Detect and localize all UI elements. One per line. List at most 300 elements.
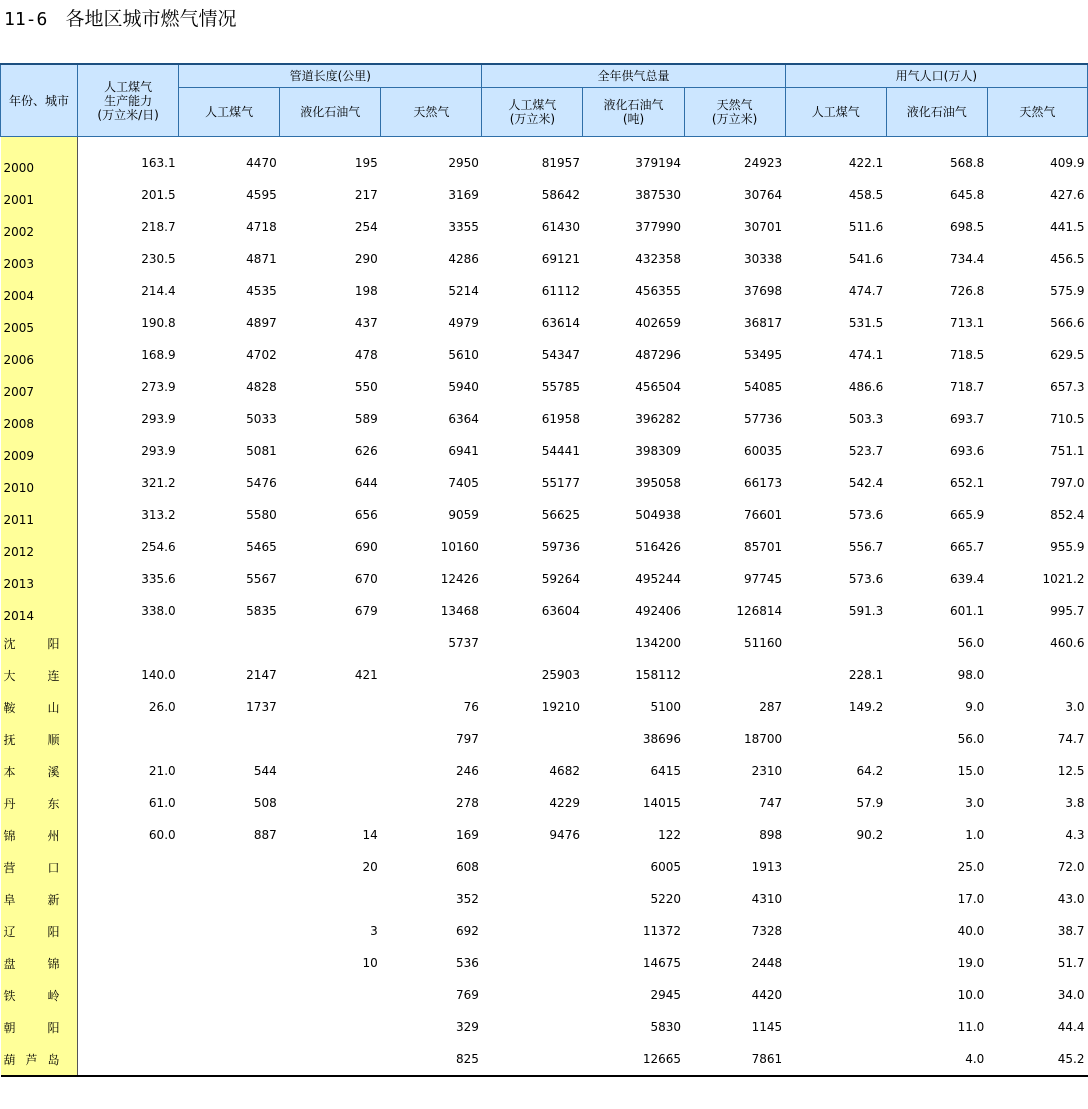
table-cell: 544 [253, 764, 277, 778]
year-label: 2004 [1, 275, 78, 307]
table-cell: 5081 [246, 444, 277, 458]
year-label: 2014 [1, 595, 78, 627]
table-cell: 19210 [541, 700, 580, 714]
year-label: 2010 [1, 467, 78, 499]
table-cell: 395058 [635, 476, 682, 490]
table-cell: 74.7 [1057, 732, 1085, 746]
city-name: 抚 顺 [3, 732, 60, 747]
supply-col-header: 人工煤气 (万立米) [482, 88, 583, 137]
table-cell: 63604 [541, 604, 580, 618]
table-cell: 458.5 [848, 188, 884, 202]
table-cell: 56625 [541, 508, 580, 522]
table-row [1, 915, 1088, 947]
table-row [1, 499, 1088, 531]
table-cell: 53495 [743, 348, 783, 362]
table-cell [482, 1011, 583, 1043]
table-cell: 4420 [751, 988, 783, 1002]
table-cell: 59264 [541, 572, 580, 586]
table-cell: 422.1 [848, 156, 884, 170]
table-cell: 591.3 [848, 604, 884, 618]
city-name: 鞍 山 [3, 700, 60, 715]
population-group-header: 用气人口(万人) [785, 64, 1087, 88]
table-cell: 9476 [549, 828, 580, 842]
table-cell: 38696 [642, 732, 682, 746]
table-cell: 541.6 [848, 252, 884, 266]
table-cell: 629.5 [1050, 348, 1085, 362]
table-cell: 329 [455, 1020, 479, 1034]
city-label [1, 627, 78, 659]
table-cell: 126814 [736, 604, 783, 618]
table-cell: 5100 [650, 700, 682, 714]
table-cell [684, 659, 785, 691]
table-cell: 726.8 [949, 284, 985, 298]
table-cell: 12665 [583, 1043, 684, 1076]
table-cell: 645.8 [949, 188, 985, 202]
table-cell [179, 1043, 280, 1076]
year-label: 2009 [1, 435, 78, 467]
table-cell: 30338 [743, 252, 783, 266]
table-cell: 54441 [541, 444, 580, 458]
table-cell: 1145 [751, 1020, 783, 1034]
table-cell [78, 723, 179, 755]
table-row [1, 243, 1088, 275]
table-cell: 14675 [642, 956, 682, 970]
city-name: 盘 锦 [3, 956, 60, 971]
table-cell: 5610 [448, 348, 479, 362]
table-cell: 573.6 [848, 508, 884, 522]
table-cell: 4979 [448, 316, 479, 330]
table-cell [78, 947, 179, 979]
table-cell [785, 723, 886, 755]
table-cell: 3 [370, 924, 378, 938]
table-cell: 81957 [541, 156, 580, 170]
table-cell: 4871 [246, 252, 277, 266]
table-cell: 402659 [635, 316, 682, 330]
table-cell [280, 627, 381, 659]
table-cell: 437 [354, 316, 378, 330]
table-cell: 140.0 [141, 668, 176, 682]
table-cell: 718.7 [949, 380, 985, 394]
table-cell: 1737 [246, 700, 277, 714]
table-cell: 25.0 [957, 860, 985, 874]
city-label [1, 979, 78, 1011]
table-cell [280, 723, 381, 755]
table-cell: 5220 [650, 892, 682, 906]
table-cell: 290 [354, 252, 378, 266]
table-cell: 6415 [650, 764, 682, 778]
table-cell: 2310 [751, 764, 783, 778]
table-cell: 90.2 [856, 828, 884, 842]
table-cell: 2147 [246, 668, 277, 682]
table-cell: 18700 [743, 732, 783, 746]
table-row [1, 467, 1088, 499]
table-cell [987, 659, 1087, 691]
table-cell: 9.0 [965, 700, 985, 714]
table-cell: 6941 [448, 444, 479, 458]
table-cell: 516426 [635, 540, 682, 554]
city-name: 大 连 [3, 668, 60, 683]
table-cell: 492406 [635, 604, 682, 618]
table-cell [482, 979, 583, 1011]
table-cell [179, 979, 280, 1011]
table-row [1, 179, 1088, 211]
table-header [1, 64, 1088, 137]
table-cell: 427.6 [1050, 188, 1085, 202]
table-cell: 5737 [448, 636, 479, 650]
table-row [1, 137, 1088, 180]
table-cell: 503.3 [848, 412, 884, 426]
table-cell: 556.7 [848, 540, 884, 554]
table-cell: 825 [381, 1043, 482, 1076]
table-cell: 536 [455, 956, 479, 970]
table-cell: 4702 [246, 348, 277, 362]
table-cell: 56.0 [957, 636, 985, 650]
table-cell: 751.1 [1050, 444, 1085, 458]
table-cell: 169 [455, 828, 479, 842]
table-cell: 474.7 [848, 284, 884, 298]
table-cell: 190.8 [141, 316, 176, 330]
table-cell: 338.0 [141, 604, 176, 618]
table-cell: 246 [455, 764, 479, 778]
table-cell: 693.6 [949, 444, 985, 458]
table-cell: 54085 [743, 380, 783, 394]
table-cell: 710.5 [1050, 412, 1085, 426]
table-cell: 3.8 [1065, 796, 1085, 810]
table-cell: 4897 [246, 316, 277, 330]
table-cell: 7861 [684, 1043, 785, 1076]
table-cell: 38.7 [1057, 924, 1085, 938]
table-cell: 734.4 [949, 252, 985, 266]
city-name: 沈 阳 [3, 636, 60, 651]
table-cell: 195 [354, 156, 378, 170]
table-cell: 254.6 [141, 540, 176, 554]
table-cell: 17.0 [957, 892, 985, 906]
table-row [1, 435, 1088, 467]
table-cell: 5940 [448, 380, 479, 394]
table-cell: 122 [658, 828, 682, 842]
table-row [1, 339, 1088, 371]
table-cell [785, 915, 886, 947]
city-name: 丹 东 [3, 796, 60, 811]
city-name: 营 口 [3, 860, 60, 875]
table-cell: 670 [354, 572, 378, 586]
table-cell: 134200 [635, 636, 682, 650]
table-cell: 273.9 [141, 380, 176, 394]
table-row [1, 819, 1088, 851]
table-row [1, 403, 1088, 435]
table-cell [785, 1043, 886, 1076]
table-cell: 523.7 [848, 444, 884, 458]
table-cell [785, 979, 886, 1011]
table-row [1, 851, 1088, 883]
table-cell: 163.1 [141, 156, 176, 170]
table-cell: 321.2 [141, 476, 176, 490]
table-cell: 61112 [541, 284, 580, 298]
city-name: 葫 芦 岛 [3, 1052, 60, 1067]
table-cell [785, 947, 886, 979]
table-cell: 26.0 [148, 700, 176, 714]
table-cell [482, 915, 583, 947]
table-cell: 64.2 [856, 764, 884, 778]
table-cell [179, 1011, 280, 1043]
table-cell: 6005 [650, 860, 682, 874]
table-cell: 21.0 [148, 764, 176, 778]
table-cell [381, 659, 482, 691]
table-cell [785, 851, 886, 883]
table-cell: 504938 [635, 508, 682, 522]
table-cell: 4229 [549, 796, 580, 810]
table-cell: 76601 [743, 508, 783, 522]
year-label: 2011 [1, 499, 78, 531]
table-cell: 396282 [635, 412, 682, 426]
table-cell: 3355 [448, 220, 479, 234]
table-cell: 9059 [448, 508, 479, 522]
table-cell: 398309 [635, 444, 682, 458]
pipeline-group-header: 管道长度(公里) [179, 64, 482, 88]
table-cell [482, 851, 583, 883]
table-cell: 12426 [440, 572, 479, 586]
table-cell: 51.7 [1057, 956, 1085, 970]
table-cell: 4.3 [1065, 828, 1085, 842]
table-cell: 217 [354, 188, 378, 202]
city-label [1, 819, 78, 851]
table-cell: 56.0 [957, 732, 985, 746]
table-row [1, 883, 1088, 915]
table-cell: 254 [354, 220, 378, 234]
table-cell: 4470 [246, 156, 277, 170]
table-cell [482, 723, 583, 755]
city-name: 阜 新 [3, 892, 60, 907]
table-cell: 698.5 [949, 220, 985, 234]
table-cell [482, 1043, 583, 1076]
table-cell: 198 [354, 284, 378, 298]
table-cell: 14 [362, 828, 378, 842]
table-cell: 487296 [635, 348, 682, 362]
table-cell: 377990 [635, 220, 682, 234]
table-cell: 4682 [549, 764, 580, 778]
table-cell: 747 [759, 796, 783, 810]
table-cell [78, 883, 179, 915]
table-cell: 797 [455, 732, 479, 746]
table-row [1, 275, 1088, 307]
table-row [1, 1011, 1088, 1043]
table-cell [280, 755, 381, 787]
table-cell: 335.6 [141, 572, 176, 586]
table-row [1, 723, 1088, 755]
city-name: 本 溪 [3, 764, 60, 779]
table-cell [280, 1043, 381, 1076]
table-cell: 657.3 [1050, 380, 1085, 394]
city-label [1, 1043, 78, 1076]
table-cell: 4535 [246, 284, 277, 298]
table-cell: 5835 [246, 604, 277, 618]
table-cell: 40.0 [957, 924, 985, 938]
table-cell [482, 947, 583, 979]
table-cell: 25903 [541, 668, 580, 682]
table-cell: 7405 [448, 476, 479, 490]
table-cell: 1.0 [965, 828, 985, 842]
table-cell: 508 [253, 796, 277, 810]
table-cell [78, 979, 179, 1011]
table-cell: 511.6 [848, 220, 884, 234]
city-label [1, 915, 78, 947]
city-label [1, 659, 78, 691]
table-cell: 36817 [743, 316, 783, 330]
supply-group-header: 全年供气总量 [482, 64, 785, 88]
table-cell: 4.0 [886, 1043, 987, 1076]
year-label: 2000 [1, 137, 78, 180]
year-label: 2007 [1, 371, 78, 403]
year-label: 2006 [1, 339, 78, 371]
table-cell: 887 [253, 828, 277, 842]
table-cell: 98.0 [957, 668, 985, 682]
city-name: 朝 阳 [3, 1020, 60, 1035]
gas-statistics-table [0, 63, 1088, 1077]
table-cell: 4718 [246, 220, 277, 234]
table-cell: 3.0 [965, 796, 985, 810]
table-cell: 379194 [635, 156, 682, 170]
table-cell: 61958 [541, 412, 580, 426]
year-label: 2002 [1, 211, 78, 243]
table-cell: 85701 [743, 540, 783, 554]
table-row [1, 211, 1088, 243]
table-cell: 4286 [448, 252, 479, 266]
table-cell: 1021.2 [1042, 572, 1085, 586]
table-cell: 97745 [743, 572, 783, 586]
city-label [1, 851, 78, 883]
capacity-header: 人工煤气 生产能力 (万立米/日) [78, 64, 179, 137]
city-label [1, 691, 78, 723]
table-cell: 644 [354, 476, 378, 490]
year-label: 2001 [1, 179, 78, 211]
table-row [1, 307, 1088, 339]
table-cell: 474.1 [848, 348, 884, 362]
table-cell: 5465 [246, 540, 277, 554]
table-cell: 352 [455, 892, 479, 906]
table-cell: 5033 [246, 412, 277, 426]
table-cell: 573.6 [848, 572, 884, 586]
table-cell: 313.2 [141, 508, 176, 522]
table-cell: 55785 [541, 380, 580, 394]
table-cell: 3169 [448, 188, 479, 202]
table-cell: 54347 [541, 348, 580, 362]
table-cell: 278 [455, 796, 479, 810]
table-cell: 4828 [246, 380, 277, 394]
table-cell: 665.7 [949, 540, 985, 554]
table-cell: 656 [354, 508, 378, 522]
table-cell: 2950 [448, 156, 479, 170]
table-cell: 460.6 [1050, 636, 1085, 650]
table-cell [78, 851, 179, 883]
pipeline-col-header: 液化石油气 [280, 88, 381, 137]
table-cell: 1913 [751, 860, 783, 874]
table-cell: 608 [455, 860, 479, 874]
table-cell: 76 [463, 700, 479, 714]
table-cell: 59736 [541, 540, 580, 554]
table-cell: 214.4 [141, 284, 176, 298]
table-cell: 11.0 [957, 1020, 985, 1034]
table-cell [78, 627, 179, 659]
table-cell: 30764 [743, 188, 783, 202]
table-cell: 5567 [246, 572, 277, 586]
table-row [1, 691, 1088, 723]
table-cell: 665.9 [949, 508, 985, 522]
table-cell: 69121 [541, 252, 580, 266]
population-col-header: 人工煤气 [785, 88, 886, 137]
table-cell [179, 915, 280, 947]
table-cell: 409.9 [1050, 156, 1085, 170]
table-cell: 19.0 [957, 956, 985, 970]
table-cell [179, 851, 280, 883]
table-cell: 201.5 [141, 188, 176, 202]
table-cell: 293.9 [141, 444, 176, 458]
table-cell: 293.9 [141, 412, 176, 426]
table-cell: 478 [354, 348, 378, 362]
table-cell: 456.5 [1050, 252, 1085, 266]
population-col-header: 液化石油气 [886, 88, 987, 137]
row-label-header: 年份、城市 [1, 64, 78, 137]
table-cell: 421 [354, 668, 378, 682]
table-cell: 995.7 [1050, 604, 1085, 618]
table-cell: 456504 [635, 380, 682, 394]
table-cell [280, 979, 381, 1011]
pipeline-col-header: 天然气 [381, 88, 482, 137]
table-cell: 769 [455, 988, 479, 1002]
table-row [1, 531, 1088, 563]
table-cell: 4595 [246, 188, 277, 202]
table-cell [482, 883, 583, 915]
table-cell [179, 947, 280, 979]
city-label [1, 1011, 78, 1043]
table-cell: 230.5 [141, 252, 176, 266]
city-label [1, 947, 78, 979]
table-cell: 652.1 [949, 476, 985, 490]
table-cell: 601.1 [949, 604, 985, 618]
table-cell: 58642 [541, 188, 580, 202]
table-cell [179, 723, 280, 755]
city-label [1, 787, 78, 819]
table-cell: 10 [362, 956, 378, 970]
table-cell: 566.6 [1050, 316, 1085, 330]
supply-col-header: 液化石油气 (吨) [583, 88, 684, 137]
table-cell: 575.9 [1050, 284, 1085, 298]
table-cell: 456355 [635, 284, 682, 298]
table-cell: 495244 [635, 572, 682, 586]
table-cell: 5580 [246, 508, 277, 522]
table-cell: 852.4 [1050, 508, 1085, 522]
table-cell [78, 1043, 179, 1076]
table-cell: 5830 [650, 1020, 682, 1034]
table-cell: 149.2 [848, 700, 884, 714]
year-label: 2013 [1, 563, 78, 595]
table-cell: 797.0 [1050, 476, 1085, 490]
table-cell: 6364 [448, 412, 479, 426]
table-cell: 626 [354, 444, 378, 458]
table-cell: 218.7 [141, 220, 176, 234]
table-cell: 568.8 [949, 156, 985, 170]
table-cell: 7328 [751, 924, 783, 938]
table-cell: 61430 [541, 220, 580, 234]
table-cell: 2448 [751, 956, 783, 970]
table-cell: 60.0 [148, 828, 176, 842]
table-cell: 718.5 [949, 348, 985, 362]
table-cell: 15.0 [957, 764, 985, 778]
table-cell: 60035 [743, 444, 783, 458]
table-cell: 5214 [448, 284, 479, 298]
table-cell: 45.2 [987, 1043, 1087, 1076]
table-cell: 12.5 [1057, 764, 1085, 778]
table-cell: 3.0 [1065, 700, 1085, 714]
